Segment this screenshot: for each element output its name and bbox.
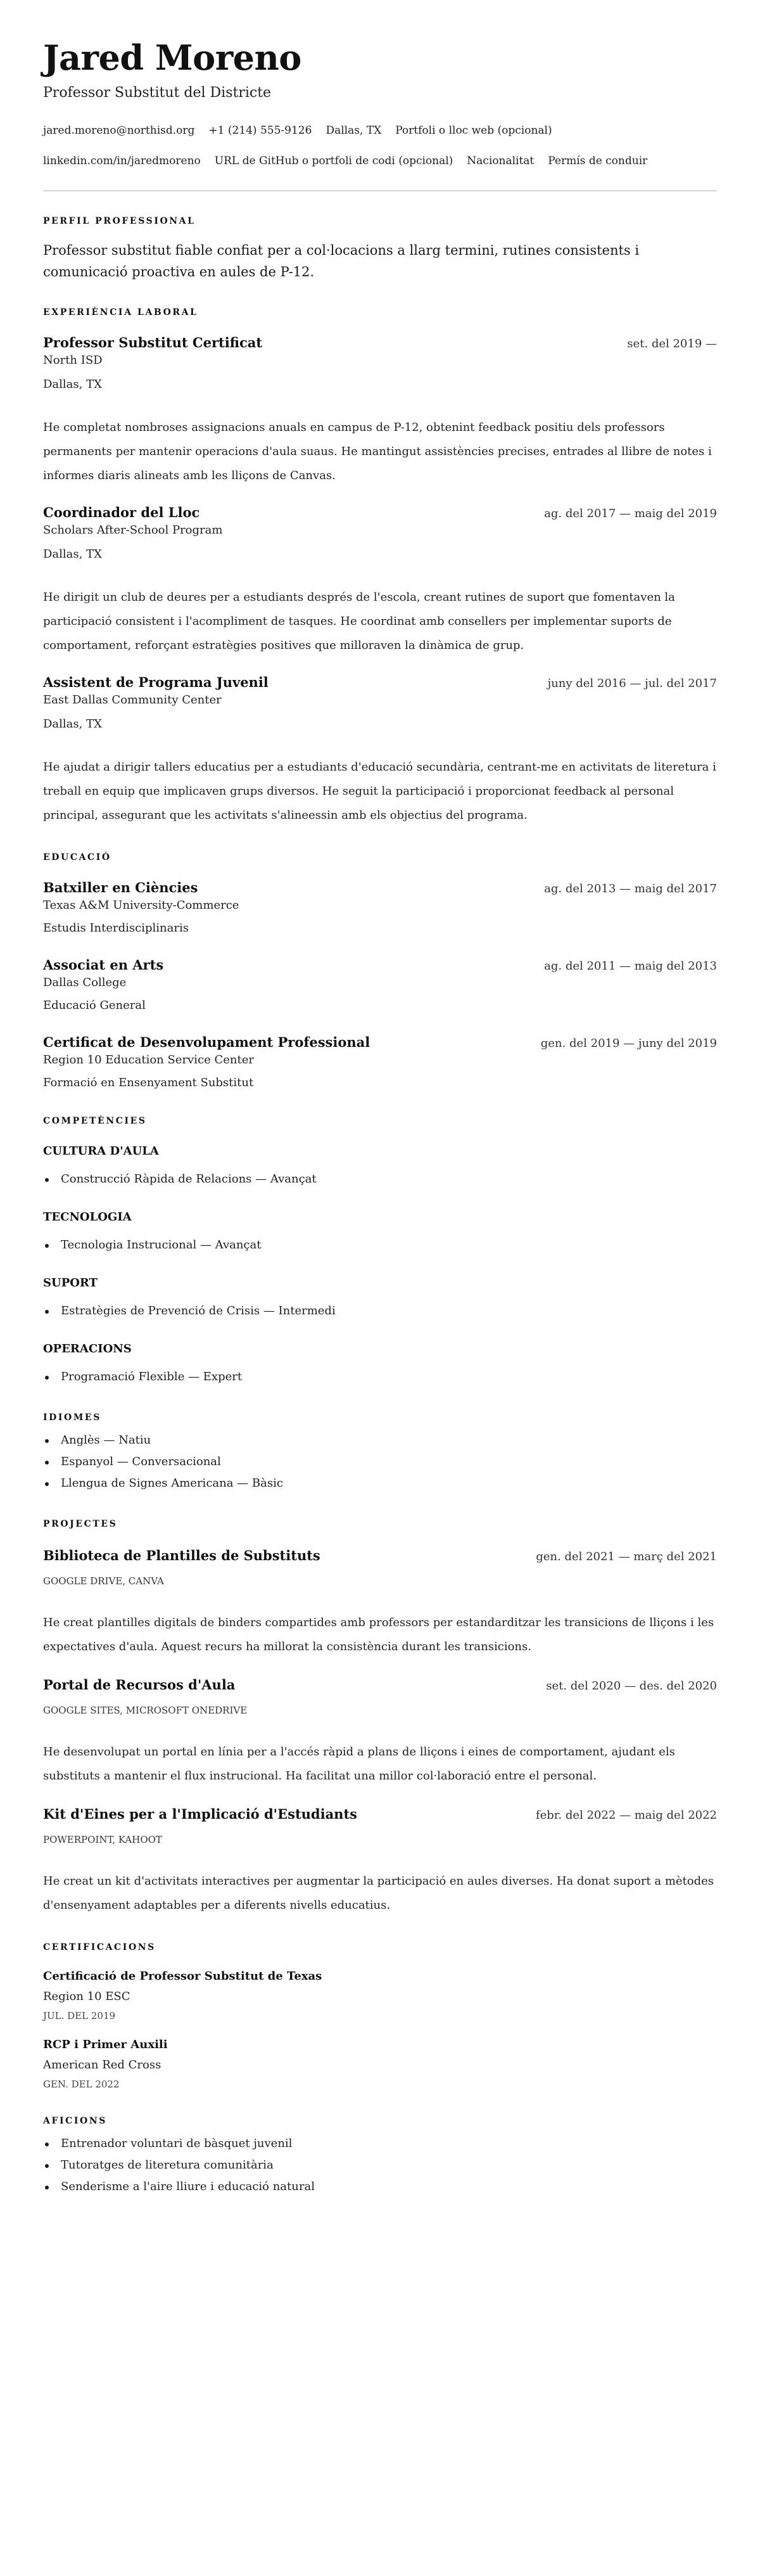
degree-title: Certificat de Desenvolupament Professional: [43, 1034, 370, 1050]
certification-date: JUL. DEL 2019: [43, 2010, 116, 2022]
skill-category: TECNOLOGIA: [43, 1210, 132, 1224]
job-location: Dallas, TX: [43, 717, 102, 731]
language-item: Anglès — Natiu: [43, 1430, 717, 1451]
job-dates: juny del 2016 — jul. del 2017: [547, 677, 717, 690]
project-entry: [43, 1676, 717, 1788]
job-company: East Dallas Community Center: [43, 693, 222, 707]
projects-section: [43, 1517, 717, 1918]
candidate-title: Professor Substitut del Districte: [43, 85, 272, 101]
section-title-profile: PERFIL PROFESSIONAL: [43, 216, 196, 226]
hobby-list: [43, 2133, 717, 2198]
job-description: He dirigit un club de deures per a estudiants després de l'escola, creant rutines de suport que fomentaven la participació consistent i l'acompliment de tasques. He coordinat amb consellers per implementar suports de comportament, reforçant estratègies positives que milloraven la dinàmica de grup.: [43, 591, 675, 652]
degree-dates: ag. del 2013 — maig del 2017: [544, 882, 717, 895]
contact-nationality: Nacionalitat: [467, 155, 535, 167]
project-dates: febr. del 2022 — maig del 2022: [535, 1809, 717, 1822]
skill-list: [43, 1169, 717, 1190]
section-title-education: EDUCACIÓ: [43, 852, 111, 862]
skill-category: CULTURA D'AULA: [43, 1144, 159, 1158]
certification-name: RCP i Primer Auxili: [43, 2038, 168, 2051]
experience-section: [43, 305, 717, 828]
skill-list: [43, 1234, 717, 1256]
hobby-item: Entrenador voluntari de bàsquet juvenil: [43, 2133, 717, 2155]
project-entry: [43, 1805, 717, 1918]
job-dates: set. del 2019 —: [627, 337, 717, 350]
certification-issuer: Region 10 ESC: [43, 1990, 130, 2003]
education-section: [43, 850, 717, 1091]
hobby-item: Senderisme a l'aire lliure i educació natural: [43, 2176, 717, 2198]
language-item: Llengua de Signes Americana — Bàsic: [43, 1473, 717, 1494]
contact-phone[interactable]: +1 (214) 555-9126: [208, 124, 312, 137]
language-item: Espanyol — Conversacional: [43, 1451, 717, 1473]
profile-summary: Professor substitut fiable confiat per a col·locacions a llarg termini, rutines consistents i comunicació proactiva en aules de P-12.: [43, 243, 640, 279]
degree-dates: gen. del 2019 — juny del 2019: [540, 1037, 717, 1050]
certification-issuer: American Red Cross: [43, 2058, 162, 2072]
language-list: [43, 1430, 717, 1494]
institution-name: Dallas College: [43, 976, 127, 989]
job-company: Scholars After-School Program: [43, 523, 223, 537]
project-dates: set. del 2020 — des. del 2020: [546, 1679, 717, 1693]
skill-item: Estratègies de Prevenció de Crisis — Intermedi: [43, 1300, 717, 1322]
certification-entry: [43, 1968, 717, 2023]
section-title-hobbies: AFICIONS: [43, 2116, 107, 2126]
certification-entry: [43, 2037, 717, 2091]
hobbies-section: [43, 2114, 717, 2198]
section-title-skills: COMPETÈNCIES: [43, 1116, 147, 1126]
job-location: Dallas, TX: [43, 548, 102, 561]
resume-header: [43, 35, 717, 191]
education-entry: [43, 956, 717, 1014]
degree-title: Associat en Arts: [43, 957, 164, 973]
job-description: He ajudat a dirigir tallers educatius per a estudiants d'educació secundària, centrant-me en activitats de literetura i treball en equip que implicaven grups diversos. He seguit la participació i proporcionat feedback al personal principal, assegurant que les activitats s'alineessin amb els objectius del programa.: [43, 760, 716, 822]
experience-entry: [43, 673, 717, 828]
candidate-name: Jared Moreno: [43, 37, 301, 78]
skill-category: OPERACIONS: [43, 1342, 132, 1355]
degree-title: Batxiller en Ciències: [43, 880, 198, 895]
contact-driving-license: Permís de conduir: [548, 155, 648, 167]
skills-section: [43, 1114, 717, 1388]
project-title: Kit d'Eines per a l'Implicació d'Estudiants: [43, 1806, 357, 1822]
section-title-certifications: CERTIFICACIONS: [43, 1942, 156, 1952]
job-title: Assistent de Programa Juvenil: [43, 674, 269, 690]
project-description: He desenvolupat un portal en línia per a l'accés ràpid a plans de lliçons i eines de comportament, ajudant els substituts a mantenir el flux instrucional. Ha facilitat una millor col·laboració entre el personal.: [43, 1745, 675, 1783]
skill-category: SUPORT: [43, 1276, 98, 1290]
header-divider: [43, 190, 717, 191]
contact-portfolio[interactable]: Portfoli o lloc web (opcional): [395, 124, 552, 137]
field-of-study: Estudis Interdisciplinaris: [43, 921, 189, 935]
certification-name: Certificació de Professor Substitut de Texas: [43, 1970, 322, 1983]
field-of-study: Formació en Ensenyament Substitut: [43, 1076, 254, 1089]
experience-entry: [43, 333, 717, 488]
skill-list: [43, 1366, 717, 1388]
project-description: He creat un kit d'activitats interactives per augmentar la participació en aules diverses. Ha donat suport a mètodes d'ensenyament adaptables per a diferents nivells educatius.: [43, 1874, 714, 1912]
contact-email[interactable]: jared.moreno@northisd.org: [43, 124, 195, 137]
degree-dates: ag. del 2011 — maig del 2013: [544, 959, 717, 973]
skill-item: Construcció Ràpida de Relacions — Avançat: [43, 1169, 717, 1190]
project-tech: POWERPOINT, KAHOOT: [43, 1834, 162, 1845]
education-entry: [43, 878, 717, 937]
project-title: Portal de Recursos d'Aula: [43, 1677, 236, 1693]
job-location: Dallas, TX: [43, 378, 102, 391]
field-of-study: Educació General: [43, 999, 146, 1012]
institution-name: Region 10 Education Service Center: [43, 1053, 254, 1067]
institution-name: Texas A&M University-Commerce: [43, 899, 239, 912]
profile-section: [43, 214, 717, 283]
project-tech: GOOGLE DRIVE, CANVA: [43, 1575, 164, 1587]
job-title: Professor Substitut Certificat: [43, 335, 263, 350]
project-description: He creat plantilles digitals de binders compartides amb professors per estandarditzar les transicions de lliçons i les expectatives d'aula. Aquest recurs ha millorat la consistència durant les transicions.: [43, 1616, 714, 1653]
contact-github[interactable]: URL de GitHub o portfoli de codi (opcional): [214, 155, 453, 167]
section-title-projects: PROJECTES: [43, 1519, 118, 1529]
hobby-item: Tutoratges de literetura comunitària: [43, 2155, 717, 2176]
job-dates: ag. del 2017 — maig del 2019: [544, 507, 717, 520]
skill-list: [43, 1300, 717, 1322]
section-title-experience: EXPERIÈNCIA LABORAL: [43, 307, 198, 317]
contact-linkedin[interactable]: linkedin.com/in/jaredmoreno: [43, 155, 201, 167]
project-title: Biblioteca de Plantilles de Substituts: [43, 1548, 320, 1563]
contact-list: [43, 115, 717, 176]
experience-entry: [43, 503, 717, 658]
education-entry: [43, 1033, 717, 1091]
project-dates: gen. del 2021 — març del 2021: [536, 1550, 717, 1563]
job-title: Coordinador del Lloc: [43, 504, 200, 520]
project-entry: [43, 1546, 717, 1659]
languages-section: [43, 1411, 717, 1494]
section-title-languages: IDIOMES: [43, 1413, 101, 1423]
job-description: He completat nombroses assignacions anuals en campus de P-12, obtenint feedback positiu dels professors permanents per mantenir operacions d'aula suaus. He mantingut assistències precises, entrades al llibre de notes i informes diaris alineats amb les lliçons de Canvas.: [43, 421, 712, 482]
certifications-section: [43, 1940, 717, 2091]
job-company: North ISD: [43, 354, 103, 367]
contact-location: Dallas, TX: [326, 124, 382, 137]
skill-item: Programació Flexible — Expert: [43, 1366, 717, 1388]
certification-date: GEN. DEL 2022: [43, 2079, 120, 2090]
skill-item: Tecnologia Instrucional — Avançat: [43, 1234, 717, 1256]
project-tech: GOOGLE SITES, MICROSOFT ONEDRIVE: [43, 1705, 248, 1716]
